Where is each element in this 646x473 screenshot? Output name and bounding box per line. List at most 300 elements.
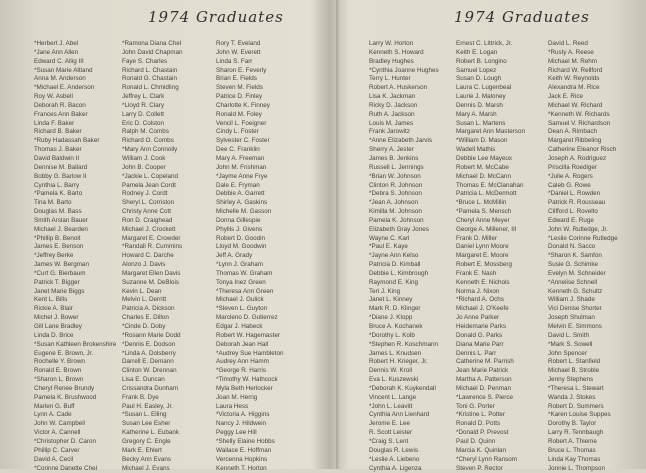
graduate-name: *Theresa L. Stewart: [548, 385, 618, 394]
graduate-name: Ruth A. Jackson: [369, 111, 439, 120]
graduate-name: Ronald M. Foley: [216, 111, 284, 120]
graduate-name: Susan Lee Esher: [122, 420, 183, 429]
right-page-column-2: [456, 40, 525, 473]
graduate-name: Margaret E. Moore: [456, 252, 525, 261]
graduate-name: *Herbert J. Abel: [34, 40, 116, 49]
graduate-name: Phillip C. Carver: [34, 447, 116, 456]
graduate-name: Joseph A. Rodriguez: [548, 155, 618, 164]
graduate-name: Edward E. Ruge: [548, 217, 618, 226]
graduate-name: *Susan Kathleen Brokenshire: [34, 341, 116, 350]
graduate-name: Dennise M. Ballard: [34, 164, 116, 173]
graduate-name: R. Scott Leister: [369, 429, 439, 438]
graduate-name: Alexandra M. Rice: [548, 84, 618, 93]
graduate-name: Vercenna Hopkins: [216, 456, 284, 465]
graduate-name: Daniel Lynn Moore: [456, 243, 525, 252]
graduate-name: Tonya Inez Green: [216, 279, 284, 288]
graduate-name: Frank Jarowitz: [369, 128, 439, 137]
right-page-column-1: [369, 40, 439, 473]
graduate-name: *Linda A. Dolsberry: [122, 350, 183, 359]
graduate-name: Joan M. Herrig: [216, 394, 284, 403]
graduate-name: Sherry A. Jester: [369, 146, 439, 155]
graduate-name: *Cheryl Lynn Ransom: [456, 456, 525, 465]
graduate-name: Kevin L. Dean: [122, 288, 183, 297]
graduate-name: Frank D. Miller: [456, 235, 525, 244]
graduate-name: Cheryl Renee Brundy: [34, 385, 116, 394]
graduate-name: Faye S. Charles: [122, 58, 183, 67]
graduate-name: Kenneth S. Howard: [369, 49, 439, 58]
graduate-name: John David Chapman: [122, 49, 183, 58]
left-page-column-1: [34, 40, 116, 473]
graduate-name: Catherine Eleanor Risch: [548, 146, 618, 155]
left-page-column-3: [216, 40, 284, 473]
graduate-name: Lynn A. Cade: [34, 411, 116, 420]
graduate-name: Marcia K. Quinlan: [456, 447, 525, 456]
graduate-name: Patricia L. McDermott: [456, 190, 525, 199]
graduate-name: Dale E. Fryman: [216, 182, 284, 191]
graduate-name: Ricky D. Jackson: [369, 102, 439, 111]
graduate-name: Wallace E. Hoffman: [216, 447, 284, 456]
graduate-name: *John L. Leavitt: [369, 403, 439, 412]
graduate-name: John W. Everett: [216, 49, 284, 58]
graduate-name: *Pamela K. Barto: [34, 190, 116, 199]
graduate-name: Rickie A. Blair: [34, 305, 116, 314]
graduate-name: Jeff A. Grady: [216, 252, 284, 261]
graduate-name: *Richard A. Ochs: [456, 296, 525, 305]
graduate-name: Louis M. James: [369, 120, 439, 129]
graduate-name: Brian E. Fields: [216, 75, 284, 84]
graduate-name: *Anne Elizabeth Jarvis: [369, 137, 439, 146]
graduate-name: Raymond E. King: [369, 279, 439, 288]
graduate-name: Sheryl L. Corriston: [122, 199, 183, 208]
graduate-name: *Julie A. Rogers: [548, 173, 618, 182]
right-page-column-3: [548, 40, 618, 473]
graduate-name: Margaret E. Crowder: [122, 235, 183, 244]
graduate-name: *Shelly Elaine Hobbs: [216, 438, 284, 447]
graduate-name: James E. Benson: [34, 243, 116, 252]
graduate-name: Robert A. Thieme: [548, 438, 618, 447]
graduate-name: Robert M. McCabe: [456, 164, 525, 173]
graduate-name: *Jayme Anne Frye: [216, 173, 284, 182]
graduate-name: Larry D. Collett: [122, 111, 183, 120]
graduate-name: Pamela K. Brushwood: [34, 394, 116, 403]
graduate-name: Toni G. Porter: [456, 403, 525, 412]
graduate-name: Michelle M. Gasson: [216, 208, 284, 217]
graduate-name: Bruce A. Kochanek: [369, 323, 439, 332]
graduate-name: Thomas W. Graham: [216, 270, 284, 279]
graduate-name: John Spencer: [548, 350, 618, 359]
graduate-name: Margaret Ann Masterson: [456, 128, 525, 137]
graduate-name: Jerome E. Lee: [369, 420, 439, 429]
graduate-name: *Craig S. Lent: [369, 438, 439, 447]
graduate-name: *Paul E. Kaye: [369, 243, 439, 252]
graduate-name: Dennis D. Marsh: [456, 102, 525, 111]
graduate-name: *Victoria A. Higgins: [216, 411, 284, 420]
graduate-name: Catherine M. Parrish: [456, 358, 525, 367]
graduate-name: Elizabeth Gray Jones: [369, 226, 439, 235]
graduate-name: *Pamela S. Mensch: [456, 208, 525, 217]
graduate-name: Patrick R. Rousseau: [548, 199, 618, 208]
graduate-name: Thomas J. Baker: [34, 146, 116, 155]
graduate-name: Paul H. Easley, Jr.: [122, 403, 183, 412]
graduate-name: Dean A. Rimbach: [548, 128, 618, 137]
graduate-name: *Randall R. Cummins: [122, 243, 183, 252]
graduate-name: Richard L. Chastain: [122, 67, 183, 76]
graduate-name: Robert W. Hagemaster: [216, 332, 284, 341]
graduate-name: Clifford L. Rovelto: [548, 208, 618, 217]
graduate-name: Charlotte K. Finney: [216, 102, 284, 111]
graduate-name: David L. Smith: [548, 332, 618, 341]
graduate-name: Martha A. Patterson: [456, 376, 525, 385]
graduate-name: Michael W. Richard: [548, 102, 618, 111]
graduate-name: Debbie A. Garrett: [216, 190, 284, 199]
graduate-name: Alonzo J. Davis: [122, 261, 183, 270]
graduate-name: Patrice D. Finley: [216, 93, 284, 102]
graduate-name: Keith E. Logan: [456, 49, 525, 58]
graduate-name: Vencil L. Foeigner: [216, 120, 284, 129]
graduate-name: Frances Ann Baker: [34, 111, 116, 120]
graduate-name: *Mary Ann Connolly: [122, 146, 183, 155]
graduate-name: Lisa K. Jackman: [369, 93, 439, 102]
graduate-name: Robert H. Krieger, Jr.: [369, 358, 439, 367]
graduate-name: Heidemarie Parks: [456, 323, 525, 332]
graduate-name: *Phillip B. Benoit: [34, 235, 116, 244]
graduate-name: Linda S. Farr: [216, 58, 284, 67]
left-page-column-2: [122, 40, 183, 473]
graduate-name: Michael J. Crockett: [122, 226, 183, 235]
graduate-name: *Rosann Marie Dodd: [122, 332, 183, 341]
graduate-name: *Annelise Schnell: [548, 279, 618, 288]
graduate-name: David L. Reed: [548, 40, 618, 49]
graduate-name: Eric D. Colston: [122, 120, 183, 129]
graduate-name: Ronald L. Chmidling: [122, 84, 183, 93]
graduate-name: *Deborah K. Kuykendall: [369, 385, 439, 394]
graduate-name: Susie G. Schimke: [548, 261, 618, 270]
graduate-name: *Susan L. Elling: [122, 411, 183, 420]
graduate-name: *Debra S. Johnson: [369, 190, 439, 199]
graduate-name: Laura Hess: [216, 403, 284, 412]
graduate-name: Clinton R. Johnson: [369, 182, 439, 191]
graduate-name: *Theresa Ann Green: [216, 288, 284, 297]
graduate-name: Sylvester C. Foster: [216, 137, 284, 146]
graduate-name: Jonnie L. Thompson: [548, 465, 618, 473]
graduate-name: *Cinde D. Doby: [122, 323, 183, 332]
graduate-name: Evelyn M. Schneider: [548, 270, 618, 279]
graduate-name: Donald G. Parks: [456, 332, 525, 341]
graduate-name: *Dorothy L. Kolb: [369, 332, 439, 341]
graduate-name: Patrick T. Bigger: [34, 279, 116, 288]
graduate-name: John W. Rutledge, Jr.: [548, 226, 618, 235]
graduate-name: William J. Cook: [122, 155, 183, 164]
graduate-name: Christy Anne Cott: [122, 208, 183, 217]
graduate-name: *Steven L. Guyton: [216, 305, 284, 314]
graduate-name: John B. Cooper: [122, 164, 183, 173]
graduate-name: Laura C. Lugenbeal: [456, 84, 525, 93]
graduate-name: Russell L. Jennings: [369, 164, 439, 173]
graduate-name: *Audrey Sue Hambleton: [216, 350, 284, 359]
graduate-name: Samuel Lopez: [456, 67, 525, 76]
graduate-name: George A. Millener, III: [456, 226, 525, 235]
graduate-name: *Bruce L. McMillin: [456, 199, 525, 208]
graduate-name: Ernest C. Littrick, Jr.: [456, 40, 525, 49]
graduate-name: Kenneth T. Horton: [216, 465, 284, 473]
graduate-name: Larry R. Tennbaugh: [548, 429, 618, 438]
graduate-name: Douglas R. Lewis: [369, 447, 439, 456]
graduate-name: *Stephen R. Koschmann: [369, 341, 439, 350]
graduate-name: *Diane J. Klopp: [369, 314, 439, 323]
graduate-name: John M. Frishman: [216, 164, 284, 173]
graduate-name: *Corinne Danette Chel: [34, 465, 116, 473]
graduate-name: Ronald G. Chastain: [122, 75, 183, 84]
graduate-name: Cynthia L. Barry: [34, 182, 116, 191]
graduate-name: Eva L. Kuszewski: [369, 376, 439, 385]
graduate-name: *Dennis E. Dodson: [122, 341, 183, 350]
graduate-name: Michael J. O'Keefe: [456, 305, 525, 314]
graduate-name: Mary A. Marsh: [456, 111, 525, 120]
graduate-name: Myla Beth Herlocker: [216, 385, 284, 394]
graduate-name: *Susan Marie Altland: [34, 67, 116, 76]
graduate-name: Mark E. Ehlert: [122, 447, 183, 456]
graduate-name: Steven P. Rector: [456, 465, 525, 473]
graduate-name: Audrey Ann Hamm: [216, 358, 284, 367]
graduate-name: Donna Gillespie: [216, 217, 284, 226]
graduate-name: Rochelle Y. Brown: [34, 358, 116, 367]
graduate-name: Wanda J. Stokes: [548, 394, 618, 403]
right-page-title: 1974 Graduates: [454, 8, 590, 26]
graduate-name: Smith Arslan Bauer: [34, 217, 116, 226]
graduate-name: *Kristine L. Potter: [456, 411, 525, 420]
graduate-name: Margaret Ellen Davis: [122, 270, 183, 279]
graduate-name: Keith W. Reynolds: [548, 75, 618, 84]
graduate-name: *Curt G. Bierbaum: [34, 270, 116, 279]
graduate-name: Dennis L. Parr: [456, 350, 525, 359]
graduate-name: *Leslie A. Liebeno: [369, 456, 439, 465]
graduate-name: Douglas M. Bass: [34, 208, 116, 217]
graduate-name: Margaret Ribbeling: [548, 137, 618, 146]
graduate-name: Janet Marie Biggs: [34, 288, 116, 297]
graduate-name: Tina M. Barto: [34, 199, 116, 208]
graduate-name: *Jayne Ann Kelso: [369, 252, 439, 261]
graduate-name: Robert D. Summers: [548, 403, 618, 412]
graduate-name: *Timothy W. Hathcock: [216, 376, 284, 385]
graduate-name: Michael J. Gulick: [216, 296, 284, 305]
graduate-name: *Brian W. Johnson: [369, 173, 439, 182]
graduate-name: James B. Jenkins: [369, 155, 439, 164]
graduate-name: *Jane Ann Allen: [34, 49, 116, 58]
graduate-name: Samuel V. Richardson: [548, 120, 618, 129]
graduate-name: Ralph M. Combs: [122, 128, 183, 137]
graduate-name: Richard W. Rellford: [548, 67, 618, 76]
graduate-name: Clinton W. Drennan: [122, 367, 183, 376]
graduate-name: Joseph Shulman: [548, 314, 618, 323]
graduate-name: Mark R. D. Klinger: [369, 305, 439, 314]
graduate-name: Phyllis J. Givens: [216, 226, 284, 235]
graduate-name: Steven M. Fields: [216, 84, 284, 93]
graduate-name: *Jeffrey Berke: [34, 252, 116, 261]
page-fold: [336, 0, 340, 469]
graduate-name: Charles E. Dillon: [122, 314, 183, 323]
graduate-name: Mary A. Freeman: [216, 155, 284, 164]
graduate-name: *Mark S. Sowell: [548, 341, 618, 350]
graduate-name: *Jean A. Johnson: [369, 199, 439, 208]
graduate-name: Deborah R. Bacon: [34, 102, 116, 111]
graduate-name: *Michael E. Anderson: [34, 84, 116, 93]
graduate-name: Marlen G. Buff: [34, 403, 116, 412]
graduate-name: Eugene E. Brown, Jr.: [34, 350, 116, 359]
graduate-name: *Rusty A. Reese: [548, 49, 618, 58]
graduate-name: Robert D. Goodin: [216, 235, 284, 244]
graduate-name: *Lawrence S. Pierce: [456, 394, 525, 403]
graduate-name: Kimilla M. Johnson: [369, 208, 439, 217]
graduate-name: Janet L. Kinney: [369, 296, 439, 305]
graduate-name: Jenny Stephens: [548, 376, 618, 385]
graduate-name: Pamela Jean Cordt: [122, 182, 183, 191]
graduate-name: Bruce L. Thomas: [548, 447, 618, 456]
graduate-name: Sharon E. Feverly: [216, 67, 284, 76]
graduate-name: Jack E. Rice: [548, 93, 618, 102]
graduate-name: Patricia A. Dickson: [122, 305, 183, 314]
graduate-name: Donald N. Sacco: [548, 243, 618, 252]
right-page: [352, 0, 646, 469]
graduate-name: Robert B. Longino: [456, 58, 525, 67]
graduate-name: Teri J. King: [369, 288, 439, 297]
graduate-name: Susan D. Lough: [456, 75, 525, 84]
graduate-name: Wayne C. Karl: [369, 235, 439, 244]
graduate-name: Robert A. Huskerson: [369, 84, 439, 93]
graduate-name: Rory T. Eveland: [216, 40, 284, 49]
graduate-name: Michael B. Stroble: [548, 367, 618, 376]
left-page-title: 1974 Graduates: [148, 8, 284, 26]
graduate-name: Caleb G. Rowe: [548, 182, 618, 191]
graduate-name: *William D. Mason: [456, 137, 525, 146]
graduate-name: Ron D. Craighead: [122, 217, 183, 226]
graduate-name: James W. Bergman: [34, 261, 116, 270]
graduate-name: Patricia D. Kimball: [369, 261, 439, 270]
graduate-name: Linda F. Baker: [34, 120, 116, 129]
graduate-name: Victor A. Cannell: [34, 429, 116, 438]
graduate-name: Peggy Lee Hill: [216, 429, 284, 438]
graduate-name: Dorothy B. Taylor: [548, 420, 618, 429]
graduate-name: Roy W. Asbell: [34, 93, 116, 102]
graduate-name: Vici Denise Shorter: [548, 305, 618, 314]
graduate-name: Frank E. Nash: [456, 270, 525, 279]
graduate-name: Cheryl Anne Meyer: [456, 217, 525, 226]
graduate-name: Wadell Mathis: [456, 146, 525, 155]
graduate-name: Vincent L. Lange: [369, 394, 439, 403]
graduate-name: John W. Campbell: [34, 420, 116, 429]
graduate-name: Susan L. Martens: [456, 120, 525, 129]
graduate-name: Michael M. Rehm: [548, 58, 618, 67]
graduate-name: David Baldwin II: [34, 155, 116, 164]
graduate-name: David A. Cecil: [34, 456, 116, 465]
graduate-name: *Kenneth W. Richards: [548, 111, 618, 120]
graduate-name: Michael D. McCann: [456, 173, 525, 182]
graduate-name: *Sharon K. Samfon: [548, 252, 618, 261]
graduate-name: Kenneth G. Schultz: [548, 288, 618, 297]
graduate-name: Michael D. Penman: [456, 385, 525, 394]
graduate-name: Ronald D. Potts: [456, 420, 525, 429]
left-page: [30, 0, 330, 469]
graduate-name: Michael J. Bearden: [34, 226, 116, 235]
graduate-name: Dennis W. Kroll: [369, 367, 439, 376]
graduate-name: *Cynthia Joanne Hughes: [369, 67, 439, 76]
graduate-name: Robert E. Mossberg: [456, 261, 525, 270]
graduate-name: Paul D. Quinn: [456, 438, 525, 447]
graduate-name: Bobby G. Barlow II: [34, 173, 116, 182]
graduate-name: Melvin E. Simmons: [548, 323, 618, 332]
graduate-name: Darrell E. Demann: [122, 358, 183, 367]
graduate-name: Larry W. Horton: [369, 40, 439, 49]
graduate-name: Norma J. Nixon: [456, 288, 525, 297]
graduate-name: Cynthia A. Ligenza: [369, 465, 439, 473]
graduate-name: Priscilla Roediger: [548, 164, 618, 173]
graduate-name: Jeffrey L. Clark: [122, 93, 183, 102]
graduate-name: Crissandra Dunham: [122, 385, 183, 394]
graduate-name: *Daniel L. Rowden: [548, 190, 618, 199]
graduate-name: Edgar J. Habeck: [216, 323, 284, 332]
graduate-name: Cindy L. Foster: [216, 128, 284, 137]
graduate-name: Richard O. Combs: [122, 137, 183, 146]
graduate-name: Debbie Lee Mayeux: [456, 155, 525, 164]
graduate-name: *Leslie Corinne Rutledge: [548, 235, 618, 244]
graduate-name: Lisa E. Duncan: [122, 376, 183, 385]
graduate-name: Katherine L. Eubank: [122, 429, 183, 438]
graduate-name: *Lloyd R. Clary: [122, 102, 183, 111]
graduate-name: Kent L. Bills: [34, 296, 116, 305]
graduate-name: Kenneth E. Nichols: [456, 279, 525, 288]
graduate-name: Thomas E. McClanahan: [456, 182, 525, 191]
graduate-name: Michael J. Evans: [122, 465, 183, 473]
graduate-name: Marcleno D. Gutierrez: [216, 314, 284, 323]
graduate-name: Edward C. Allig III: [34, 58, 116, 67]
graduate-name: Jean Marie Patrick: [456, 367, 525, 376]
graduate-name: Laurie J. Maloney: [456, 93, 525, 102]
graduate-name: Deborah Jean Hall: [216, 341, 284, 350]
graduate-name: *George R. Harris: [216, 367, 284, 376]
graduate-name: *Ruby Hadassah Baker: [34, 137, 116, 146]
graduate-name: Gill Lane Bradley: [34, 323, 116, 332]
graduate-name: Howard C. Darche: [122, 252, 183, 261]
graduate-name: Gregory C. Engle: [122, 438, 183, 447]
graduate-name: Robert L. Stanfield: [548, 358, 618, 367]
graduate-name: Cynthia Ann Lienhard: [369, 411, 439, 420]
graduate-name: Nancy J. Hildwein: [216, 420, 284, 429]
graduate-name: Terry L. Hunter: [369, 75, 439, 84]
graduate-name: Michel J. Bower: [34, 314, 116, 323]
graduate-name: James L. Knudsen: [369, 350, 439, 359]
graduate-name: Jo Anne Parker: [456, 314, 525, 323]
graduate-name: *Karen Louise Suppes: [548, 411, 618, 420]
graduate-name: Lloyd M. Goodwin: [216, 243, 284, 252]
graduate-name: Diana Marie Parr: [456, 341, 525, 350]
graduate-name: *Ramona Diana Chel: [122, 40, 183, 49]
graduate-name: Debbie L. Kimbrough: [369, 270, 439, 279]
graduate-name: Rodney J. Cordt: [122, 190, 183, 199]
graduate-name: Pamela K. Johnson: [369, 217, 439, 226]
graduate-name: Frank B. Dye: [122, 394, 183, 403]
graduate-name: Suzanne M. DeBlois: [122, 279, 183, 288]
graduate-name: Becky Ann Evans: [122, 456, 183, 465]
graduate-name: Bradley Hughes: [369, 58, 439, 67]
graduate-name: Melvin L. Derritt: [122, 296, 183, 305]
graduate-name: Richard B. Baker: [34, 128, 116, 137]
graduate-name: Dee C. Franklin: [216, 146, 284, 155]
graduate-name: *Jackie L. Copeland: [122, 173, 183, 182]
graduate-name: *Lynn J. Graham: [216, 261, 284, 270]
graduate-name: Linda D. Brice: [34, 332, 116, 341]
graduate-name: Shirley A. Gaskins: [216, 199, 284, 208]
graduate-name: Anna M. Anderson: [34, 75, 116, 84]
graduate-name: Ronald E. Brown: [34, 367, 116, 376]
